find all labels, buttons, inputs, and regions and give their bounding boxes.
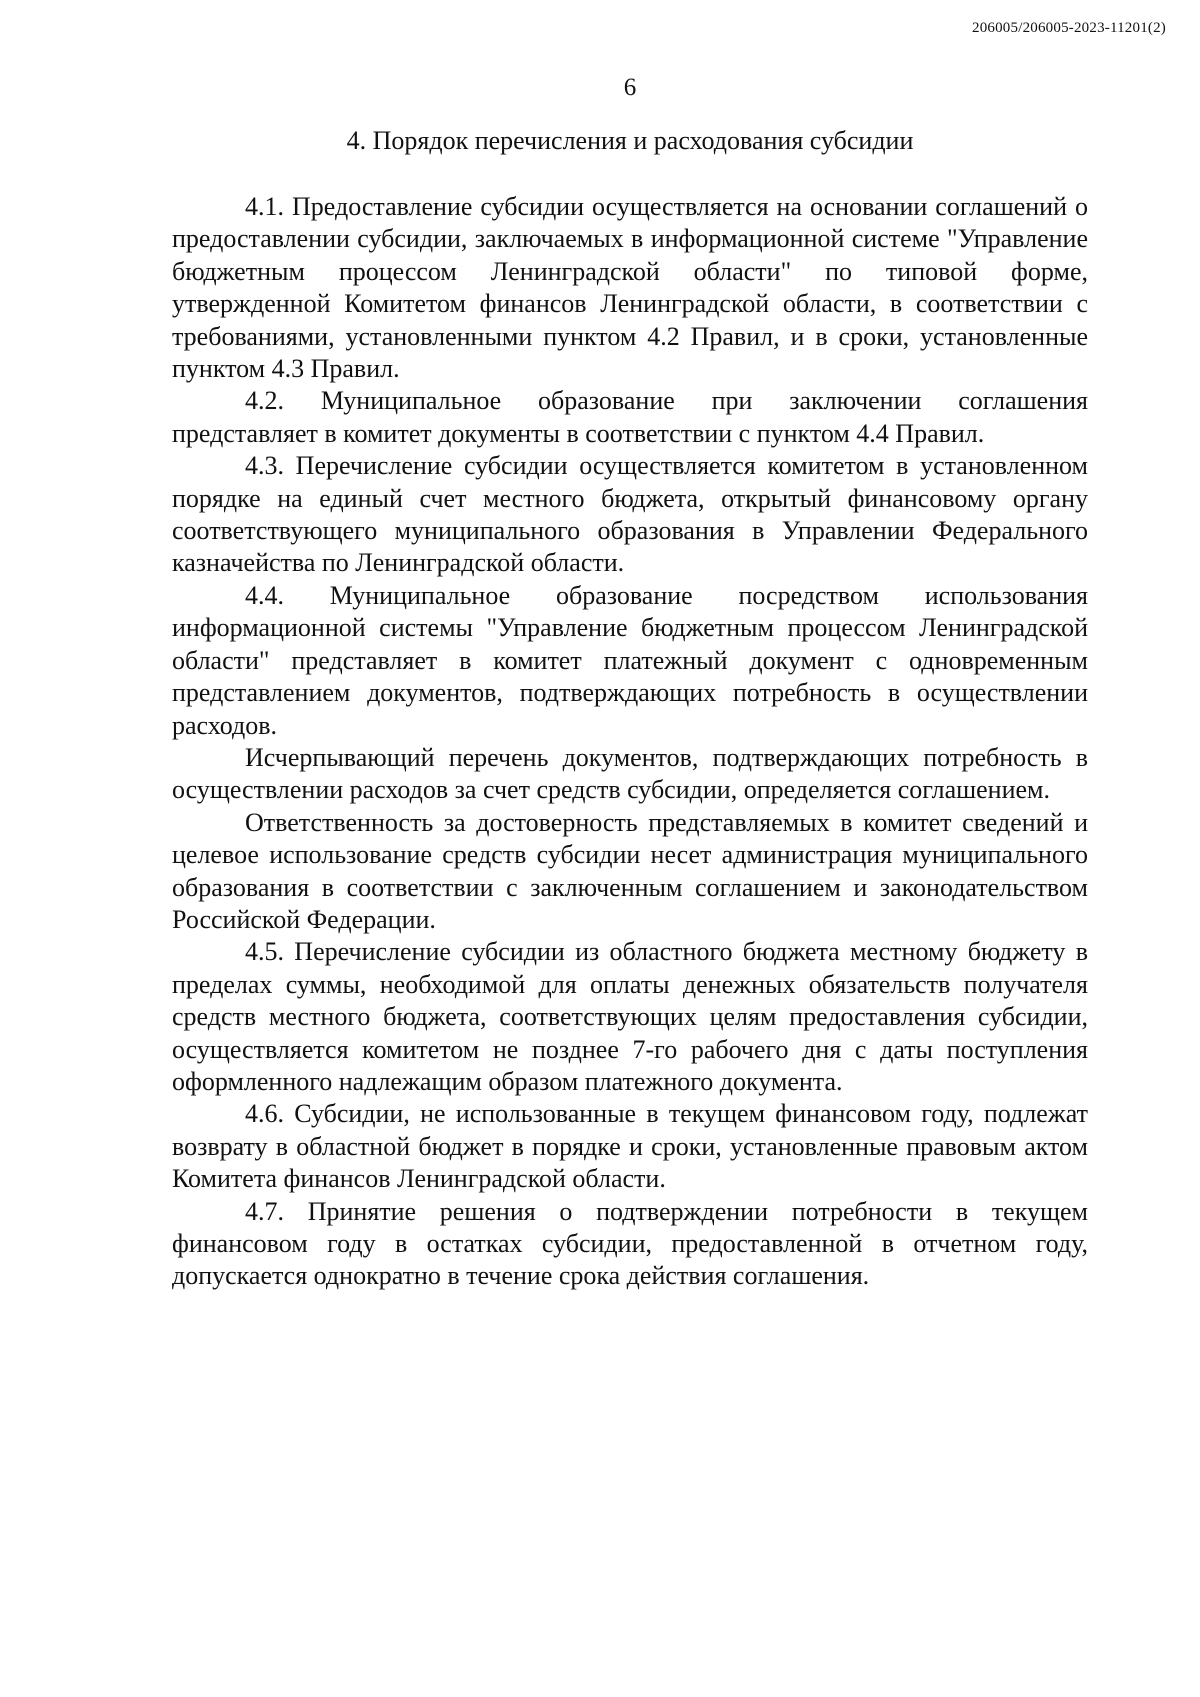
page-number: 6 [623,74,637,101]
document-id: 206005/206005-2023-11201(2) [972,20,1166,36]
paragraph-responsibility: Ответственность за достоверность представляемых в комитет сведений и целевое использование средств субсидии несет администрация муниципального образования в соответствии с заключенным соглашением и законодательством Российской Федерации. [172,807,1088,934]
paragraph-4-3: 4.3. Перечисление субсидии осуществляется комитетом в установленном порядке на единый счет местного бюджета, открытый финансовому органу соответствующего муниципального образования в Управлении Федерального казначейства по Ленинградской области. [172,451,1088,578]
section-title: 4. Порядок перечисления и расходования субсидии [346,126,914,155]
paragraph-4-4: 4.4. Муниципальное образование посредством использования информационной системы "Управление бюджетным процессом Ленинградской области" представляет в комитет платежный документ с одновременным представлением документов, подтверждающих потребность в осуществлении расходов. [172,580,1088,740]
document-body [172,191,1088,1293]
paragraph-documents-list: Исчерпывающий перечень документов, подтверждающих потребность в осуществлении расходов за счет средств субсидии, определяется соглашением. [172,742,1088,805]
paragraph-4-7: 4.7. Принятие решения о подтверждении потребности в текущем финансовом году в остатках субсидии, предоставленной в отчетном году, допускается однократно в течение срока действия соглашения. [172,1196,1088,1291]
paragraph-4-1: 4.1. Предоставление субсидии осуществляется на основании соглашений о предоставлении субсидии, заключаемых в информационной системе "Управление бюджетным процессом Ленинградской области" по типовой форме, утвержденной Комитетом финансов Ленинградской области, в соответствии с требованиями, установленными пунктом 4.2 Правил, и в сроки, установленные пунктом 4.3 Правил. [172,192,1088,384]
paragraph-4-6: 4.6. Субсидии, не использованные в текущем финансовом году, подлежат возврату в областной бюджет в порядке и сроки, установленные правовым актом Комитета финансов Ленинградской области. [172,1099,1088,1194]
paragraph-4-2: 4.2. Муниципальное образование при заключении соглашения представляет в комитет документы в соответствии с пунктом 4.4 Правил. [172,386,1088,448]
paragraph-4-5: 4.5. Перечисление субсидии из областного бюджета местному бюджету в пределах суммы, необходимой для оплаты денежных обязательств получателя средств местного бюджета, соответствующих целям предоставления субсидии, осуществляется комитетом не позднее 7-го рабочего дня с даты поступления оформленного надлежащим образом платежного документа. [172,937,1088,1096]
